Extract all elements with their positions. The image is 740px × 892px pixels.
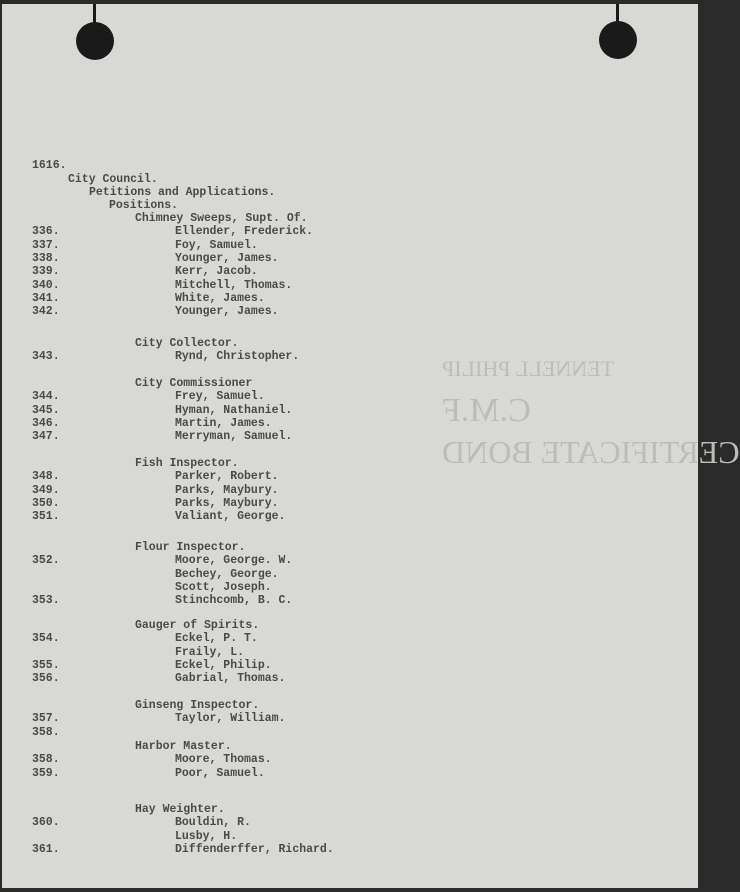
entry-number: 337. (32, 238, 60, 252)
entry-name: Hyman, Nathaniel. (175, 403, 293, 417)
heading-level-2: Petitions and Applications. (89, 186, 276, 199)
entry-name: Frey, Samuel. (175, 390, 265, 404)
section-title: Harbor Master. (135, 740, 232, 753)
entry-number: 336. (32, 225, 60, 239)
entry-number: 346. (32, 417, 60, 431)
entry-number: 350. (32, 497, 60, 511)
entry-number: 358. (32, 753, 60, 767)
entry-number: 356. (32, 672, 60, 686)
entry-number: 344. (32, 390, 60, 404)
section-title: Gauger of Spirits. (135, 619, 260, 632)
bleed-through-2: C.M.F (442, 392, 531, 429)
section-title: Flour Inspector. (135, 541, 246, 554)
entry-name: Bouldin, R. (175, 816, 251, 830)
section-title: Chimney Sweeps, Supt. Of. (135, 212, 308, 225)
section-title: City Collector. (135, 337, 239, 350)
entry-name: Martin, James. (175, 417, 272, 431)
entry-name: Stinchcomb, B. C. (175, 594, 293, 608)
bleed-through-3: CERTIFICATE BOND (442, 434, 740, 470)
entry-number: 341. (32, 292, 60, 306)
entry-number: 338. (32, 252, 60, 266)
entry-number: 340. (32, 278, 60, 292)
heading-level-3: Positions. (109, 199, 179, 212)
punch-hole-left (76, 22, 114, 60)
entry-name: Younger, James. (175, 305, 279, 319)
section-title: City Commissioner (135, 377, 253, 390)
entry-name: Foy, Samuel. (175, 238, 258, 252)
document-page (2, 4, 740, 888)
entry-name: Parks, Maybury. (175, 497, 279, 511)
entry-name: Eckel, P. T. (175, 632, 258, 646)
entry-number: 353. (32, 594, 60, 608)
entry-number: 355. (32, 659, 60, 673)
entry-number: 343. (32, 350, 60, 364)
entry-name: Rynd, Christopher. (175, 350, 300, 364)
entry-name: Merryman, Samuel. (175, 430, 293, 444)
entry-name: Bechey, George. (175, 567, 279, 581)
heading-level-1: City Council. (68, 173, 158, 186)
entry-name: Taylor, William. (175, 712, 286, 726)
entry-number: 351. (32, 510, 60, 524)
entry-number: 361. (32, 843, 60, 857)
section-title: Hay Weighter. (135, 803, 225, 816)
entry-name: Lusby, H. (175, 829, 238, 843)
entry-name: Eckel, Philip. (175, 659, 272, 673)
entry-name: Scott, Joseph. (175, 581, 272, 595)
entry-number: 354. (32, 632, 60, 646)
entry-name: Moore, Thomas. (175, 753, 272, 767)
entry-number: 348. (32, 470, 60, 484)
entry-name: Ellender, Frederick. (175, 225, 314, 239)
entry-number: 347. (32, 430, 60, 444)
entry-number: 339. (32, 265, 60, 279)
entry-name: Kerr, Jacob. (175, 265, 258, 279)
entry-name: Younger, James. (175, 252, 279, 266)
entry-name: White, James. (175, 292, 265, 306)
entry-name: Poor, Samuel. (175, 766, 265, 780)
section-title: Fish Inspector. (135, 457, 239, 470)
entry-name: Gabrial, Thomas. (175, 672, 286, 686)
entry-number: 360. (32, 816, 60, 830)
punch-hole-right (599, 21, 637, 59)
entry-number: 349. (32, 483, 60, 497)
entry-name: Parks, Maybury. (175, 483, 279, 497)
entry-name: Parker, Robert. (175, 470, 279, 484)
entry-number: 359. (32, 766, 60, 780)
entry-name: Fraily, L. (175, 645, 245, 659)
entry-number: 345. (32, 403, 60, 417)
entry-number: 352. (32, 554, 60, 568)
page-number: 1616. (32, 159, 67, 172)
entry-name: Mitchell, Thomas. (175, 278, 293, 292)
entry-name: Moore, George. W. (175, 554, 293, 568)
bleed-through-1: TENNELL PHILIP (442, 356, 615, 381)
section-title: Ginseng Inspector. (135, 699, 260, 712)
entry-name: Valiant, George. (175, 510, 286, 524)
entry-number: 342. (32, 305, 60, 319)
entry-number: 357. (32, 712, 60, 726)
entry-name: Diffenderffer, Richard. (175, 843, 334, 857)
entry-number: 358. (32, 725, 60, 739)
